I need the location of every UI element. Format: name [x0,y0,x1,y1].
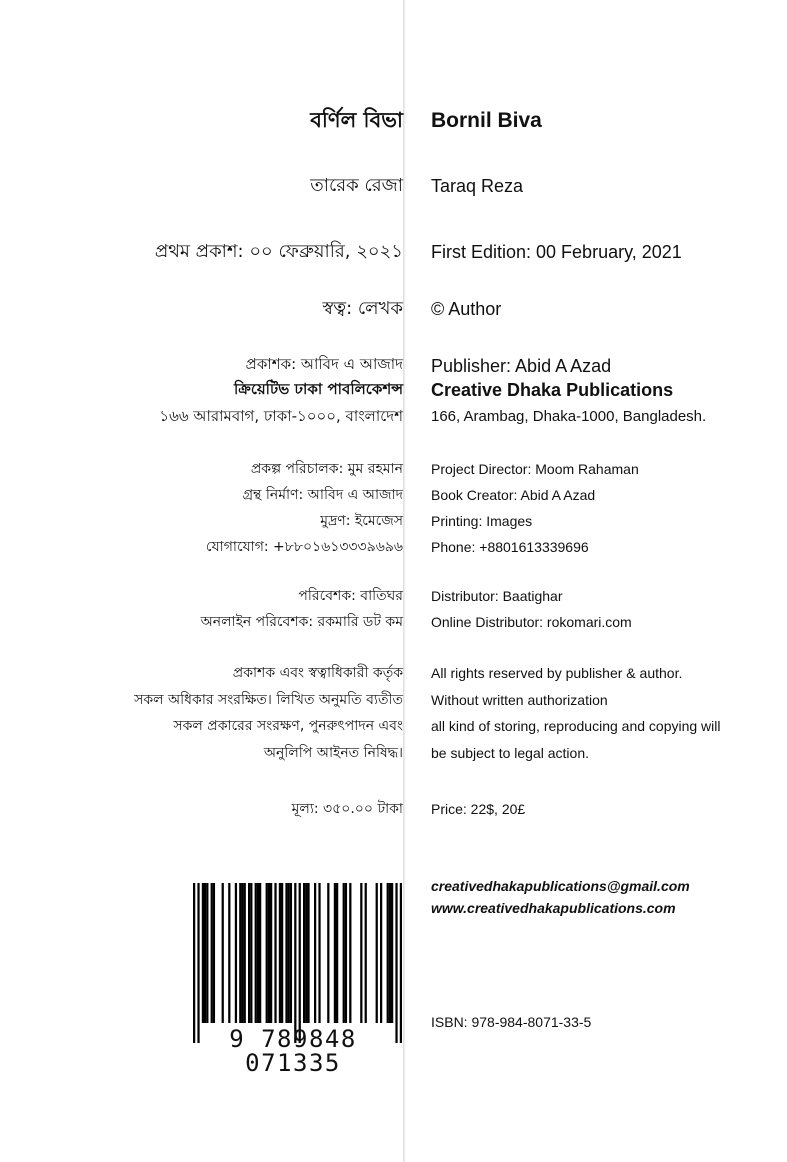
copyright-bn: স্বত্ব: লেখক [322,298,403,319]
barcode-bar [222,883,224,1023]
price-bn: মূল্য: ৩৫০.০০ টাকা [291,801,403,817]
project-director-en: Project Director: Moom Rahaman [431,461,639,477]
rights-line-bn: সকল অধিকার সংরক্ষিত। লিখিত অনুমতি ব্যতীত [134,692,403,708]
barcode-bar [197,883,199,1043]
rights-line-bn: প্রকাশক এবং স্বত্বাধিকারী কর্তৃক [232,665,403,681]
barcode-bar [387,883,389,1023]
barcode-bar [336,883,338,1023]
publisher-line-en: Publisher: Abid A Azad [431,356,612,376]
rights-line-bn: সকল প্রকারের সংরক্ষণ, পুনরুৎপাদন এবং [173,718,403,734]
address-bn: ১৬৬ আরামবাগ, ঢাকা-১০০০, বাংলাদেশ [159,407,403,425]
phone-bn: যোগাযোগ: +৮৮০১৬১৩৩৩৯৬৯৬ [205,539,403,555]
first-edition-en: First Edition: 00 February, 2021 [431,242,682,262]
barcode-bar [228,883,230,1023]
barcode-bar [285,883,287,1023]
rights-line-bn: অনুলিপি আইনত নিষিদ্ধ। [263,745,403,761]
barcode-bar [248,883,250,1023]
barcode-bar [206,883,208,1023]
barcode-bar [244,883,246,1023]
copyright-en: © Author [431,299,502,319]
isbn-barcode [184,883,402,1077]
book-title-en: Bornil Biva [431,109,542,132]
barcode-bar [257,883,259,1023]
rights-line-en: all kind of storing, reproducing and copying will [431,718,721,734]
barcode-bar [334,883,336,1023]
barcode-bar [400,883,402,1043]
author-bn: তারেক রেজা [310,175,403,196]
publisher-name-en: Creative Dhaka Publications [431,380,674,400]
price-en: Price: 22$, 20£ [431,801,526,817]
author-en: Taraq Reza [431,176,524,196]
book-creator-en: Book Creator: Abid A Azad [431,487,596,503]
distributor-en: Distributor: Baatighar [431,588,563,604]
barcode-bar [268,883,270,1023]
barcode-bar [213,883,215,1023]
phone-en: Phone: +8801613339696 [431,539,589,555]
barcode-bar [204,883,206,1023]
address-en: 166, Arambag, Dhaka-1000, Bangladesh. [431,408,707,425]
barcode-bar [274,883,276,1023]
barcode-bar [241,883,243,1023]
barcode-bar [380,883,382,1023]
barcode-bar [294,883,296,1043]
barcode-bar [365,883,367,1023]
barcode-bar [391,883,393,1023]
barcode-bar [250,883,252,1023]
barcode-bar [290,883,292,1023]
barcode-bar [395,883,397,1043]
barcode-bar [266,883,268,1023]
barcode-bar [239,883,241,1023]
isbn-en: ISBN: 978-984-8071-33-5 [431,1014,592,1030]
rights-line-en: Without written authorization [431,692,608,708]
publisher-line-bn: প্রকাশক: আবিদ এ আজাদ [245,355,403,373]
printing-en: Printing: Images [431,513,533,529]
barcode-bar [288,883,290,1023]
barcode-bar [193,883,195,1043]
barcode-bar [202,883,204,1023]
book-title-bn: বর্ণিল বিভা [310,108,403,132]
barcode-bar [307,883,309,1023]
barcode-bar [305,883,307,1023]
online-distributor-bn: অনলাইন পরিবেশক: রকমারি ডট কম [200,614,403,630]
barcode-bar [211,883,213,1023]
barcode-digits: 9 789848 071335 [229,1025,357,1077]
barcode-bar [345,883,347,1023]
barcode-bar [281,883,283,1023]
project-director-bn: প্রকল্প পরিচালক: মুম রহমান [250,461,403,477]
barcode-bar [235,883,237,1023]
rights-line-en: be subject to legal action. [431,745,589,761]
website-link[interactable]: www.creativedhakapublications.com [431,900,676,916]
barcode-bar [360,883,362,1023]
barcode-bar [314,883,316,1023]
barcode-bar [389,883,391,1023]
barcode-bar [349,883,351,1023]
barcode-bar [318,883,320,1023]
barcode-bar [270,883,272,1023]
distributor-bn: পরিবেশক: বাতিঘর [298,588,403,604]
barcode-bar [376,883,378,1023]
barcode-bar [279,883,281,1023]
barcode-bar [255,883,257,1023]
book-creator-bn: গ্রন্থ নির্মাণ: আবিদ এ আজাদ [242,487,403,503]
barcode-bar [303,883,305,1023]
email-link[interactable]: creativedhakapublications@gmail.com [431,878,690,894]
online-distributor-en: Online Distributor: rokomari.com [431,614,632,630]
barcode-bar [299,883,301,1043]
spine-divider [403,0,406,1162]
barcode-bar [327,883,329,1023]
printing-bn: মুদ্রণ: ইমেজেস [320,513,403,529]
barcode-bar [259,883,261,1023]
barcode-icon [184,883,402,1043]
first-edition-bn: প্রথম প্রকাশ: ০০ ফেব্রুয়ারি, ২০২১ [154,241,403,262]
english-column [431,0,776,1162]
publisher-name-bn: ক্রিয়েটিভ ঢাকা পাবলিকেশন্স [233,380,403,398]
rights-line-en: All rights reserved by publisher & author. [431,665,683,681]
barcode-bar [343,883,345,1023]
